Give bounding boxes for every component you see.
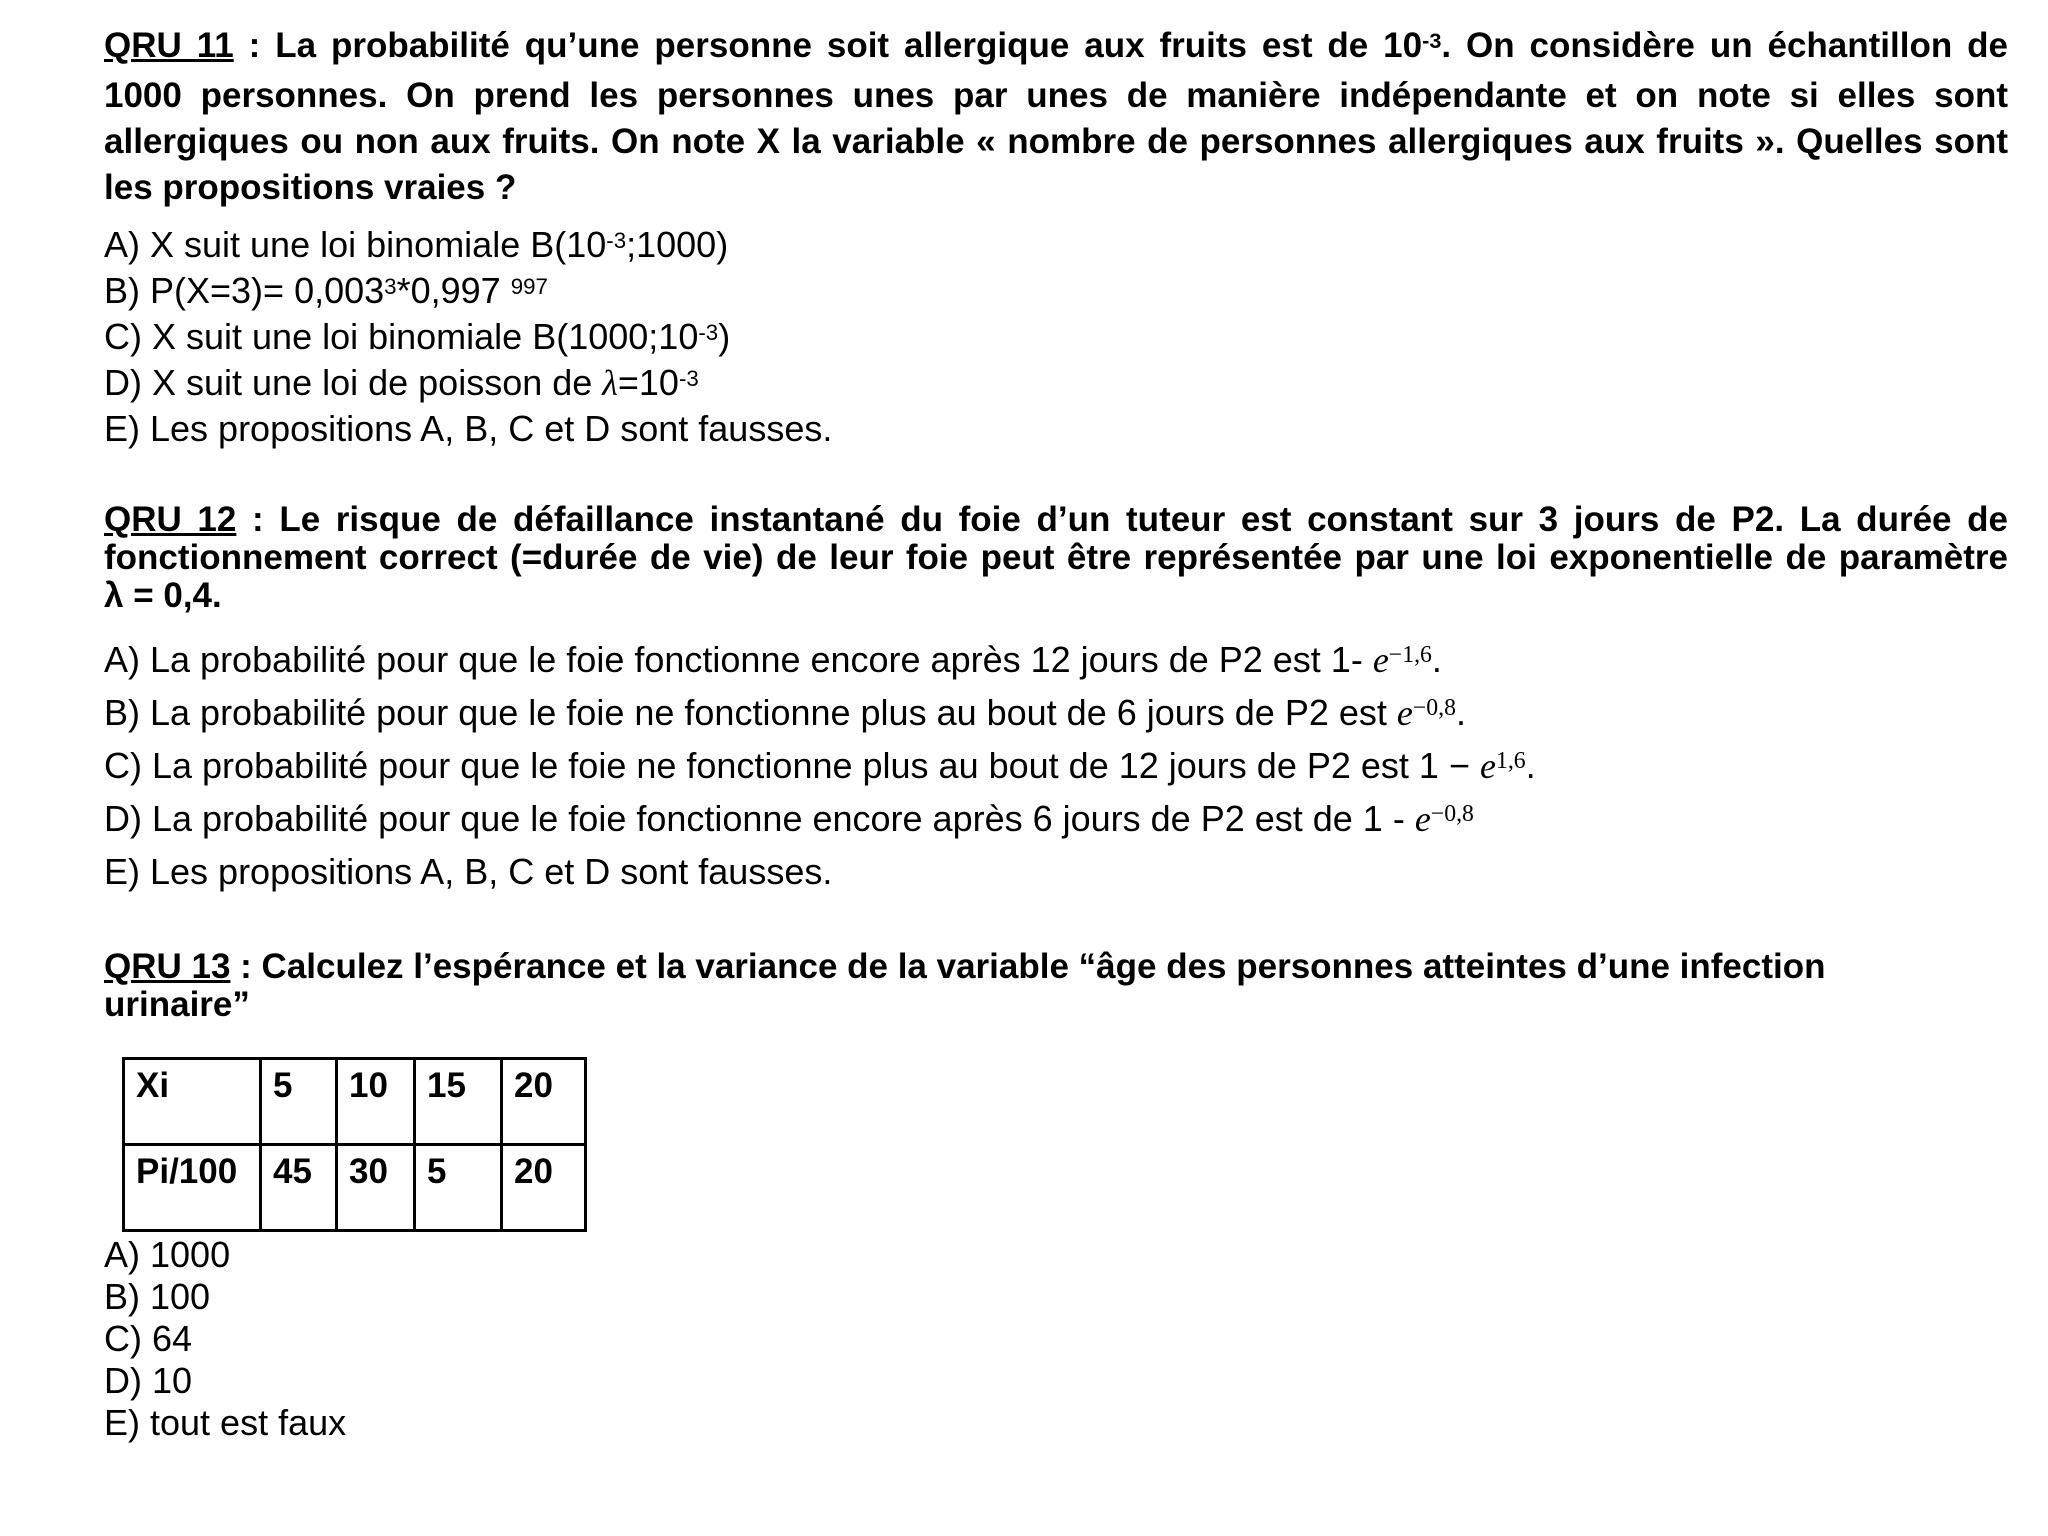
text-run: C) 64	[104, 1318, 193, 1359]
answer-option-d	[104, 795, 2008, 848]
text-run: -3	[1422, 27, 1442, 53]
answer-option-a	[104, 1234, 2008, 1276]
question-label: QRU 12	[104, 500, 237, 539]
table-cell: Pi/100	[124, 1145, 261, 1231]
table-cell: 10	[337, 1059, 415, 1145]
statement-line	[104, 119, 2008, 165]
question-label: QRU 13	[104, 947, 231, 986]
text-run: C) La probabilité pour que le foie ne fonctionne plus au bout de 12 jours de P2 est 1 −	[104, 745, 1480, 786]
table-row	[124, 1145, 586, 1231]
answer-option-b	[104, 270, 2008, 316]
text-run: E) tout est faux	[104, 1402, 347, 1443]
answer-option-c	[104, 742, 2008, 795]
statement-line	[104, 165, 2008, 211]
text-run: A) La probabilité pour que le foie fonctionne encore après 12 jours de P2 est 1-	[104, 639, 1373, 680]
answer-option-a	[104, 224, 2008, 270]
table-cell: 5	[261, 1059, 337, 1145]
text-run: .	[1455, 692, 1466, 733]
text-run: C) X suit une loi binomiale B(1000;10	[104, 316, 699, 357]
text-run: )	[718, 316, 731, 357]
text-run: E) Les propositions A, B, C et D sont fausses.	[104, 408, 833, 449]
text-run: : La probabilité qu’une personne soit allergique aux fruits est de 10	[233, 26, 1423, 65]
text-run: e	[1396, 693, 1413, 733]
text-run: ;1000)	[626, 224, 729, 265]
statement-line	[104, 577, 2008, 615]
text-run: les propositions vraies ?	[104, 168, 517, 207]
question-options	[104, 1234, 2008, 1444]
table-row	[124, 1059, 586, 1145]
text-run: -3	[606, 227, 627, 253]
text-run: e	[1479, 746, 1496, 786]
text-run: E) Les propositions A, B, C et D sont fausses.	[104, 851, 833, 892]
text-run: e	[1414, 799, 1431, 839]
text-run: .	[1431, 639, 1442, 680]
text-run: λ	[602, 363, 618, 403]
table-cell: Xi	[124, 1059, 261, 1145]
answer-option-e	[104, 408, 2008, 449]
question-statement	[104, 501, 2008, 615]
answer-option-c	[104, 316, 2008, 362]
text-run: B) 100	[104, 1276, 211, 1317]
answer-option-d	[104, 1360, 2008, 1402]
text-run: : Calculez l’espérance et la variance de la variable “âge des personnes atteintes d’une infection	[230, 947, 1826, 986]
text-run: λ = 0,4.	[104, 576, 222, 615]
text-run: : Le risque de défaillance instantané du foie d’un tuteur est constant sur 3 jours de P2. La durée de	[236, 500, 2008, 539]
text-run: .	[1525, 745, 1536, 786]
text-run: urinaire”	[104, 985, 250, 1024]
text-run: D) La probabilité pour que le foie fonctionne encore après 6 jours de P2 est de 1 -	[104, 798, 1415, 839]
answer-option-e	[104, 848, 2008, 896]
text-run: B) La probabilité pour que le foie ne fonctionne plus au bout de 6 jours de P2 est	[104, 692, 1397, 733]
text-run: −0,8	[1430, 801, 1474, 828]
text-run: A) X suit une loi binomiale B(10	[104, 224, 607, 265]
question-options	[104, 224, 2008, 449]
text-run: e	[1372, 640, 1389, 680]
answer-option-d	[104, 362, 2008, 408]
statement-line	[104, 948, 2008, 986]
answer-option-e	[104, 1402, 2008, 1444]
text-run: B) P(X=3)= 0,003	[104, 270, 385, 311]
text-run: -3	[698, 319, 719, 345]
question-label: QRU 11	[104, 26, 234, 65]
text-run: D) X suit une loi de poisson de	[104, 362, 603, 403]
statement-line	[104, 23, 2008, 73]
statement-line	[104, 986, 2008, 1024]
statement-line	[104, 501, 2008, 539]
text-run: D) 10	[104, 1360, 193, 1401]
text-run: fonctionnement correct (=durée de vie) de leur foie peut être représentée par une loi exponentielle de paramètre	[104, 538, 2008, 577]
distribution-table	[122, 1057, 587, 1232]
answer-option-b	[104, 689, 2008, 742]
text-run: *0,997	[396, 270, 511, 311]
table-cell: 45	[261, 1145, 337, 1231]
table-cell: 15	[415, 1059, 502, 1145]
statement-line	[104, 73, 2008, 119]
question-options	[104, 636, 2008, 896]
table-cell: 20	[502, 1145, 586, 1231]
text-run: 1,6	[1495, 748, 1526, 775]
answer-option-a	[104, 636, 2008, 689]
text-run: allergiques ou non aux fruits. On note X la variable « nombre de personnes allergiques aux fruits ». Quelles sont	[104, 122, 2008, 161]
question-statement	[104, 948, 2008, 1024]
question-qru-11	[104, 23, 2008, 449]
text-run: 3	[384, 273, 397, 299]
question-qru-12	[104, 501, 2008, 896]
text-run: 997	[510, 273, 548, 299]
statement-line	[104, 539, 2008, 577]
table-cell: 5	[415, 1145, 502, 1231]
text-run: -3	[678, 365, 699, 391]
text-run: 1000 personnes. On prend les personnes unes par unes de manière indépendante et on note si elles sont	[104, 76, 2008, 115]
answer-option-b	[104, 1276, 2008, 1318]
text-run: −0,8	[1412, 695, 1456, 722]
text-run: =10	[617, 362, 679, 403]
question-qru-13	[104, 948, 2008, 1444]
text-run: −1,6	[1388, 642, 1432, 669]
text-run: . On considère un échantillon de	[1441, 26, 2009, 65]
text-run: A) 1000	[104, 1234, 231, 1275]
table-cell: 20	[502, 1059, 586, 1145]
answer-option-c	[104, 1318, 2008, 1360]
table-cell: 30	[337, 1145, 415, 1231]
question-statement	[104, 23, 2008, 211]
